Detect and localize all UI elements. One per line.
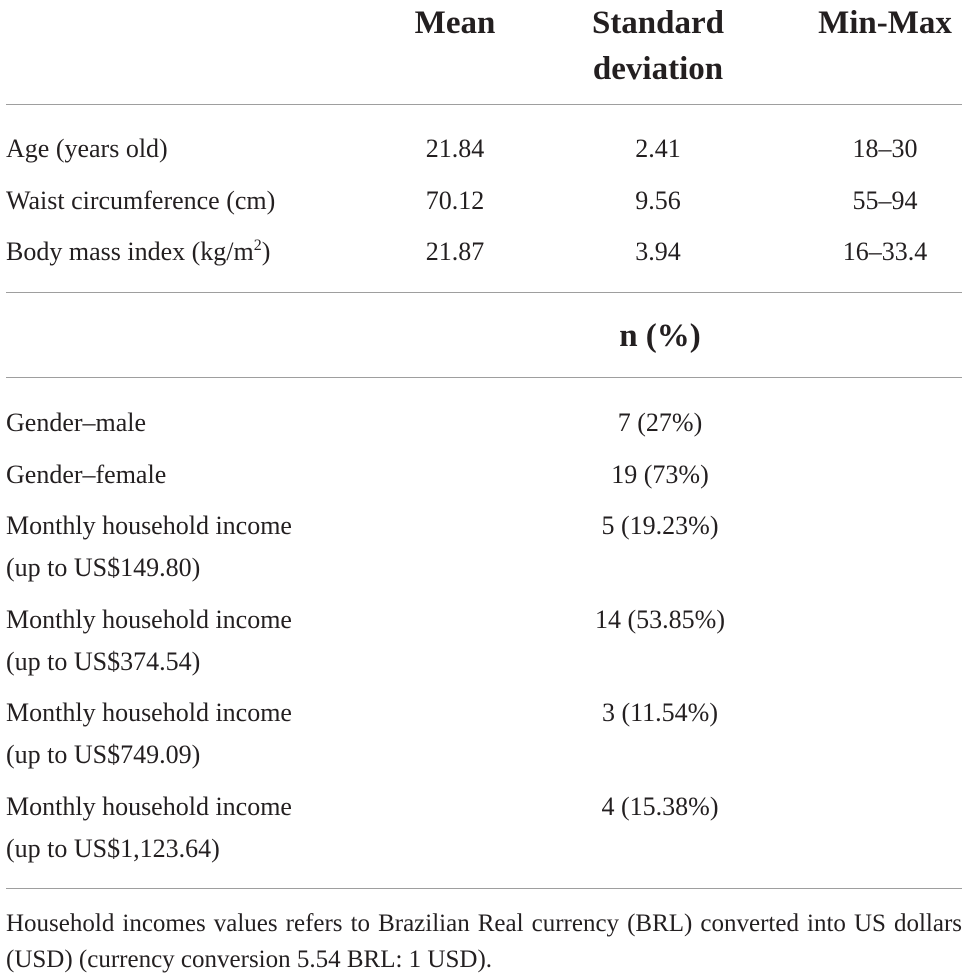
row-label-income-4 <box>6 786 292 870</box>
cell-age-mean: 21.84 <box>425 134 485 163</box>
bmi-label-suffix: ) <box>261 237 271 266</box>
header-standard-deviation <box>578 0 738 92</box>
cell-income-4: 4 (15.38%) <box>601 792 719 821</box>
cell-waist-mean: 70.12 <box>425 186 485 215</box>
income-1-line2: (up to US$149.80) <box>6 553 201 582</box>
header-min-max: Min-Max <box>818 5 952 41</box>
cell-bmi-sd: 3.94 <box>635 237 681 266</box>
cell-gender-male: 7 (27%) <box>617 408 703 437</box>
income-2-line2: (up to US$374.54) <box>6 647 201 676</box>
header-sd-line2: deviation <box>592 51 724 87</box>
row-label-age: Age (years old) <box>6 134 168 163</box>
section-divider <box>6 292 962 293</box>
income-2-line1: Monthly household income <box>6 605 292 634</box>
header-n-percent: n (%) <box>619 318 701 354</box>
footer-divider <box>6 888 962 889</box>
row-label-gender-male: Gender–male <box>6 408 147 437</box>
income-3-line1: Monthly household income <box>6 698 292 727</box>
income-3-line2: (up to US$749.09) <box>6 740 201 769</box>
cell-age-range: 18–30 <box>852 134 918 163</box>
cell-bmi-mean: 21.87 <box>425 237 485 266</box>
income-4-line1: Monthly household income <box>6 792 292 821</box>
header-sd-line1: Standard <box>591 5 725 41</box>
row-label-income-2 <box>6 599 292 683</box>
bmi-label-prefix: Body mass index (kg/m <box>6 237 254 266</box>
income-1-line1: Monthly household income <box>6 511 292 540</box>
cell-gender-female: 19 (73%) <box>611 460 709 489</box>
cell-bmi-range: 16–33.4 <box>842 237 928 266</box>
cell-income-3: 3 (11.54%) <box>601 698 718 727</box>
header-mean: Mean <box>414 5 496 41</box>
table-footnote: Household incomes values refers to Brazilian Real currency (BRL) converted into US dollars (USD) (currency conversion 5.54 BRL: 1 USD). <box>6 910 962 973</box>
row-label-gender-female: Gender–female <box>6 460 167 489</box>
income-4-line2: (up to US$1,123.64) <box>6 834 220 863</box>
subheader-divider <box>6 377 962 378</box>
row-label-waist: Waist circumference (cm) <box>6 186 276 215</box>
row-label-income-3 <box>6 692 292 776</box>
header-divider <box>6 104 962 105</box>
bmi-label-superscript: 2 <box>253 237 262 254</box>
cell-waist-range: 55–94 <box>852 186 918 215</box>
row-label-income-1 <box>6 505 292 589</box>
cell-income-2: 14 (53.85%) <box>595 605 725 634</box>
row-label-bmi <box>6 231 270 273</box>
cell-income-1: 5 (19.23%) <box>601 511 719 540</box>
cell-age-sd: 2.41 <box>635 134 681 163</box>
cell-waist-sd: 9.56 <box>635 186 681 215</box>
